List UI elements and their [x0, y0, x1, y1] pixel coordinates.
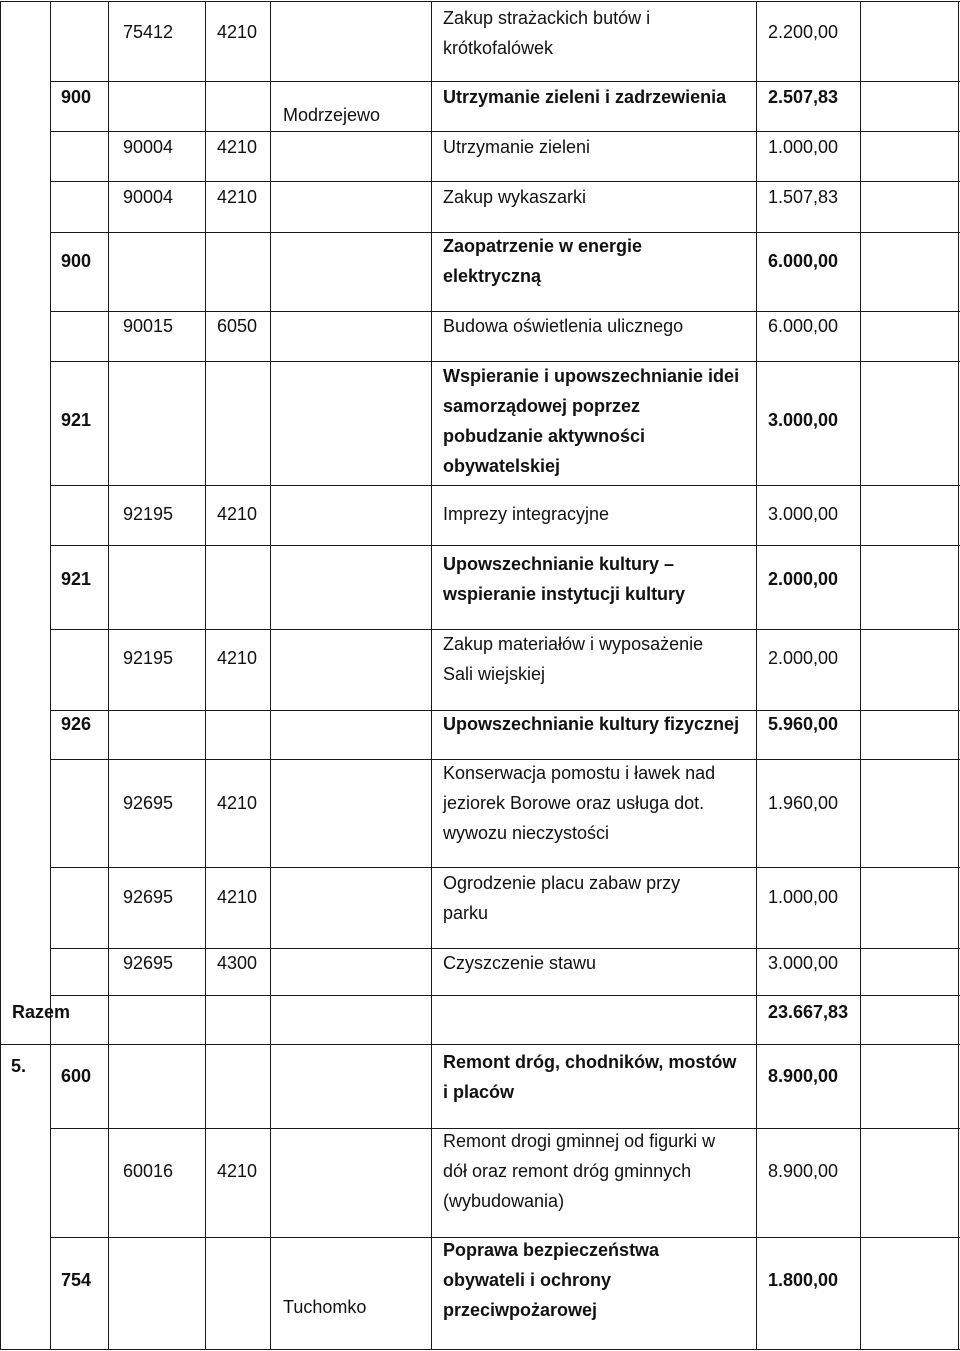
table-cell: 3.000,00 [768, 953, 839, 973]
table-cell: 4300 [217, 953, 258, 973]
table-column-border [756, 1, 757, 1349]
table-row-border [0, 1349, 960, 1350]
table-cell: 1.000,00 [768, 137, 839, 157]
table-cell: 90004 [123, 137, 174, 157]
table-cell: 3.000,00 [768, 410, 839, 430]
table-cell: 8.900,00 [768, 1066, 839, 1086]
table-cell: 4210 [217, 137, 258, 157]
table-cell: 4210 [217, 504, 258, 524]
table-cell: 92695 [123, 887, 174, 907]
table-cell: 754 [61, 1270, 92, 1290]
table-cell: Zakup wykaszarki [443, 187, 587, 207]
table-cell: 6050 [217, 316, 258, 336]
table-column-border [50, 1, 51, 1349]
table-cell: 1.000,00 [768, 887, 839, 907]
table-cell: 90015 [123, 316, 174, 336]
table-cell: 5. [11, 1056, 27, 1076]
table-cell: 4210 [217, 1161, 258, 1181]
table-cell: 2.507,83 [768, 87, 839, 107]
table-row-border [50, 485, 960, 486]
table-cell: Remont drogi gminnej od figurki w dół oraz remont dróg gminnych (wybudowania) [443, 1131, 716, 1211]
table-column-border [431, 1, 432, 1349]
table-cell: 4210 [217, 887, 258, 907]
table-cell: 4210 [217, 22, 258, 42]
table-column-border [270, 1, 271, 1349]
table-cell: 1.800,00 [768, 1270, 839, 1290]
table-cell: 926 [61, 714, 92, 734]
table-cell: 1.507,83 [768, 187, 839, 207]
table-cell: Zaopatrzenie w energie elektryczną [443, 236, 643, 286]
table-cell: 92195 [123, 504, 174, 524]
table-cell: 3.000,00 [768, 504, 839, 524]
table-cell: 1.960,00 [768, 793, 839, 813]
table-cell: 2.200,00 [768, 22, 839, 42]
table-row-border [50, 995, 960, 996]
table-cell: Upowszechnianie kultury fizycznej [443, 714, 740, 734]
table-cell: 75412 [123, 22, 174, 42]
table-cell: 921 [61, 569, 92, 589]
table-cell: 5.960,00 [768, 714, 839, 734]
table-column-border [958, 1, 959, 1349]
village-name: Tuchomko [283, 1297, 367, 1317]
table-row-border [0, 1044, 960, 1045]
table-cell: Poprawa bezpieczeństwa obywateli i ochrony przeciwpożarowej [443, 1240, 660, 1320]
table-row-border [50, 545, 960, 546]
table-cell: Budowa oświetlenia ulicznego [443, 316, 684, 336]
table-cell: Razem [12, 1002, 71, 1022]
table-column-border [860, 1, 861, 1349]
table-cell: Wspieranie i upowszechnianie idei samorządowej poprzez pobudzanie aktywności obywatelskiej [443, 366, 740, 476]
table-cell: Utrzymanie zieleni i zadrzewienia [443, 87, 727, 107]
table-cell: Zakup strażackich butów i krótkofalówek [443, 8, 651, 58]
table-cell: 92695 [123, 793, 174, 813]
table-cell: 900 [61, 251, 92, 271]
table-cell: 2.000,00 [768, 648, 839, 668]
table-cell: Czyszczenie stawu [443, 953, 597, 973]
table-column-border [205, 1, 206, 1349]
table-cell: 921 [61, 410, 92, 430]
table-cell: 6.000,00 [768, 251, 839, 271]
table-cell: Ogrodzenie placu zabaw przy parku [443, 873, 681, 923]
table-cell: 92695 [123, 953, 174, 973]
village-name: Modrzejewo [283, 105, 381, 125]
table-row-border [0, 1, 960, 2]
table-cell: 60016 [123, 1161, 174, 1181]
table-cell: 4210 [217, 187, 258, 207]
table-cell: Upowszechnianie kultury – wspieranie instytucji kultury [443, 554, 686, 604]
table-cell: 900 [61, 87, 92, 107]
table-cell: 4210 [217, 793, 258, 813]
table-cell: Konserwacja pomostu i ławek nad jeziorek Borowe oraz usługa dot. wywozu nieczystości [443, 763, 716, 843]
table-column-border [0, 1, 1, 1349]
table-cell: 600 [61, 1066, 92, 1086]
table-cell: 8.900,00 [768, 1161, 839, 1181]
table-cell: 23.667,83 [768, 1002, 849, 1022]
table-cell: 2.000,00 [768, 569, 839, 589]
table-cell: 92195 [123, 648, 174, 668]
table-cell: 4210 [217, 648, 258, 668]
table-cell: Zakup materiałów i wyposażenie Sali wiejskiej [443, 634, 704, 684]
table-cell: Imprezy integracyjne [443, 504, 610, 524]
table-cell: Utrzymanie zieleni [443, 137, 591, 157]
table-cell: Remont dróg, chodników, mostów i placów [443, 1052, 737, 1102]
table-cell: 90004 [123, 187, 174, 207]
table-column-border [108, 1, 109, 1349]
table-cell: 6.000,00 [768, 316, 839, 336]
